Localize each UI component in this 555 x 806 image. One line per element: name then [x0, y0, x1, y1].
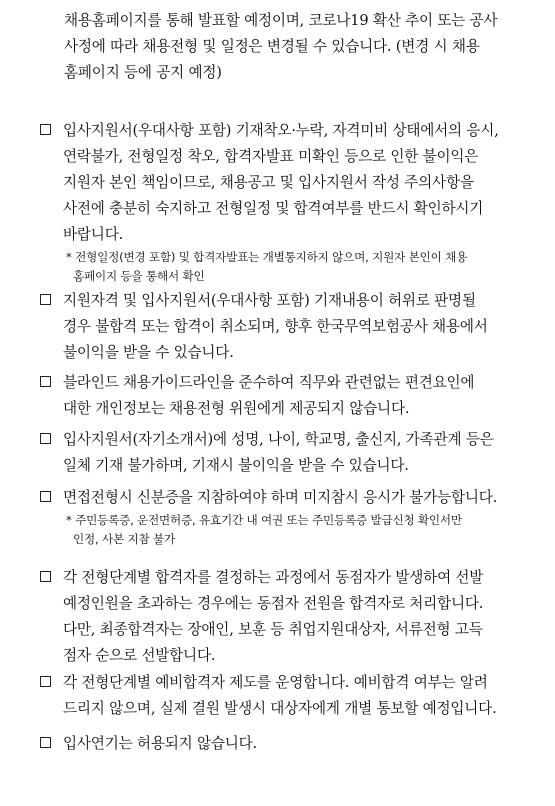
checkbox-bullet-icon	[40, 571, 51, 582]
notice-line: 경우 불합격 또는 합격이 취소되며, 향후 한국무역보험공사 채용에서	[63, 318, 488, 335]
notice-line: 연락불가, 전형일정 착오, 합격자발표 미확인 등으로 인한 불이익은	[63, 148, 479, 165]
checkbox-bullet-icon	[40, 376, 51, 387]
notice-line: 일체 기재 불가하며, 기재시 불이익을 받을 수 있습니다.	[63, 457, 409, 474]
checkbox-bullet-icon	[40, 433, 51, 444]
notice-item	[40, 565, 530, 669]
footnote	[66, 511, 530, 549]
notice-item	[40, 288, 530, 366]
notice-item	[40, 485, 530, 549]
notice-line: 면접전형시 신분증을 지참하여야 하며 미지참시 응시가 불가능합니다.	[63, 489, 498, 506]
notice-line: 다만, 최종합격자는 장애인, 보훈 등 취업지원대상자, 서류전형 고득	[63, 621, 483, 638]
notice-line: 사전에 충분히 숙지하고 전형일정 및 합격여부를 반드시 확인하시기	[63, 200, 484, 217]
notice-line: 각 전형단계별 합격자를 결정하는 과정에서 동점자가 발생하여 선발	[63, 569, 484, 586]
notice-item	[40, 427, 530, 479]
footnote	[66, 248, 530, 286]
notice-line: 드리지 않으며, 실제 결원 발생시 대상자에게 개별 통보할 예정입니다.	[63, 700, 497, 717]
footnote-line: 홈페이지 등을 통해서 확인	[73, 269, 205, 283]
notice-line: 예정인원을 초과하는 경우에는 동점자 전원을 합격자로 처리합니다.	[63, 595, 484, 612]
notice-line: 블라인드 채용가이드라인을 준수하여 직무와 관련없는 편견요인에	[63, 374, 475, 391]
intro-line: 홈페이지 등에 공지 예정)	[64, 64, 222, 81]
notice-line: 불이익을 받을 수 있습니다.	[63, 344, 234, 361]
notice-line: 지원자 본인 책임이므로, 채용공고 및 입사지원서 작성 주의사항을	[63, 174, 474, 191]
checkbox-bullet-icon	[40, 294, 51, 305]
checkbox-bullet-icon	[40, 676, 51, 687]
notice-item	[40, 370, 530, 422]
footnote-line: * 주민등록증, 운전면허증, 유효기간 내 여권 또는 주민등록증 발급신청 확인서만	[66, 513, 462, 527]
checkbox-bullet-icon	[40, 124, 51, 135]
footnote-line: 인정, 사본 지참 불가	[73, 532, 175, 546]
notice-item	[40, 731, 530, 757]
notice-line: 점자 순으로 선발합니다.	[63, 647, 216, 664]
notice-line: 바랍니다.	[63, 226, 124, 243]
intro-line: 채용홈페이지를 통해 발표할 예정이며, 코로나19 확산 추이 또는 공사	[64, 12, 498, 29]
notice-line: 입사지원서(우대사항 포함) 기재착오·누락, 자격미비 상태에서의 응시,	[63, 122, 499, 139]
notice-line: 입사연기는 허용되지 않습니다.	[63, 735, 257, 752]
checkbox-bullet-icon	[40, 491, 51, 502]
intro-line: 사정에 따라 채용전형 및 일정은 변경될 수 있습니다. (변경 시 채용	[64, 38, 480, 55]
footnote-line: * 전형일정(변경 포함) 및 합격자발표는 개별통지하지 않으며, 지원자 본인이 채용	[66, 250, 468, 264]
notice-line: 각 전형단계별 예비합격자 제도를 운영합니다. 예비합격 여부는 알려	[63, 674, 488, 691]
notice-item	[40, 670, 530, 722]
intro-paragraph	[64, 8, 524, 86]
checkbox-bullet-icon	[40, 737, 51, 748]
notice-line: 지원자격 및 입사지원서(우대사항 포함) 기재내용이 허위로 판명될	[63, 292, 476, 309]
notice-line: 입사지원서(자기소개서)에 성명, 나이, 학교명, 출신지, 가족관계 등은	[63, 431, 494, 448]
notice-line: 대한 개인정보는 채용전형 위원에게 제공되지 않습니다.	[63, 400, 410, 417]
notice-item	[40, 118, 530, 286]
